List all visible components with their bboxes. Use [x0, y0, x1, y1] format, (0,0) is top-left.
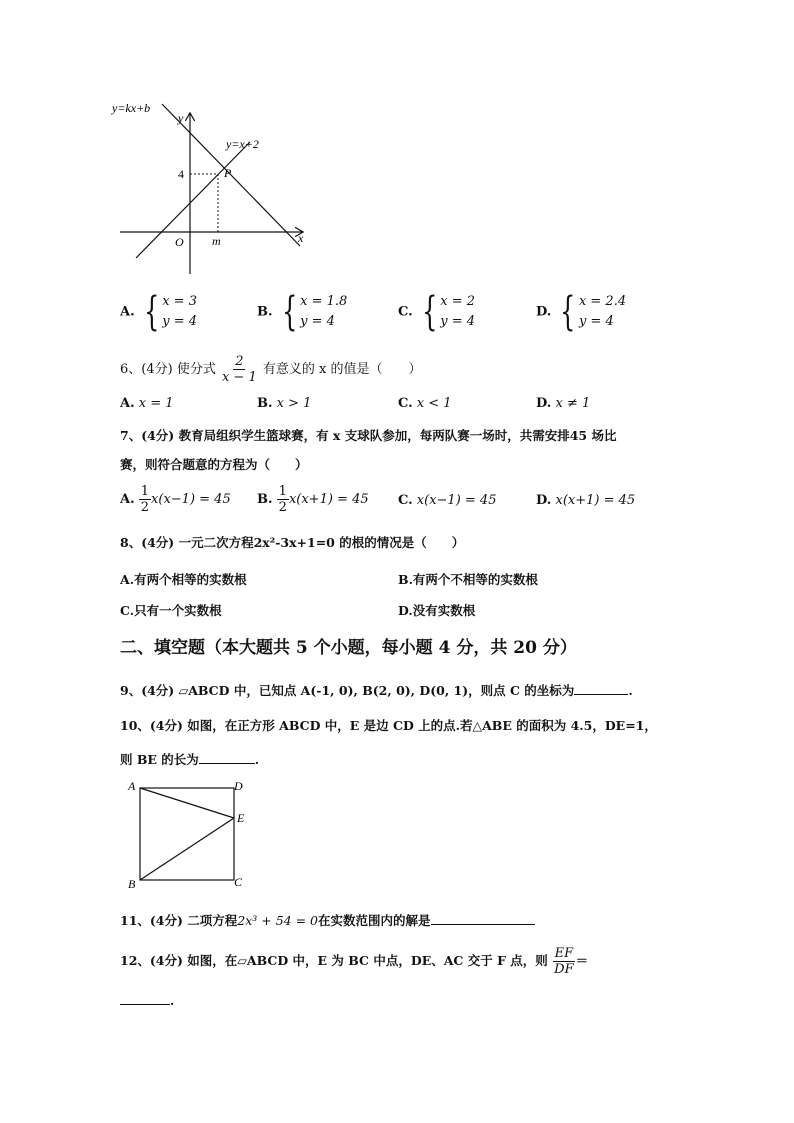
q7-option-d — [536, 492, 635, 510]
q11-prefix: 11、(4分) 二项方程 — [120, 913, 238, 928]
label-x-plus-2: y=x+2 — [226, 137, 259, 151]
square-outline — [140, 788, 234, 880]
q11-suffix: 在实数范围内的解是 — [318, 913, 431, 928]
half-fraction — [277, 484, 289, 515]
option-letter: A. — [120, 304, 135, 320]
option-letter: D. — [536, 396, 552, 411]
answer-blank[interactable] — [199, 749, 255, 764]
equation-system: { x = 2.4 y = 4 — [560, 289, 627, 335]
q5-option-c — [398, 289, 476, 335]
option-text: x(x−1) = 45 — [416, 493, 497, 508]
system-x: x = 3 — [162, 294, 197, 309]
q12-fraction — [552, 946, 575, 977]
vertex-c-label: C — [234, 875, 243, 889]
y-axis-label: y — [178, 111, 184, 125]
system-y: y = 4 — [300, 314, 335, 329]
option-letter: D. — [536, 304, 552, 320]
system-y: y = 4 — [578, 314, 614, 329]
section-heading: 二、填空题（本大题共 5 个小题，每小题 4 分，共 20 分） — [120, 638, 577, 658]
q10-stem-line2 — [120, 749, 259, 769]
vertex-a-label: A — [128, 779, 136, 793]
option-letter: B. — [257, 492, 273, 507]
option-letter: C. — [120, 603, 135, 618]
q12-prefix: 12、(4分) 如图，在▱ABCD 中，E 为 BC 中点，DE、AC 交于 F 点，则 — [120, 953, 548, 968]
q10-stem-line1: 10、(4分) 如图，在正方形 ABCD 中，E 是边 CD 上的点.若△ABE 的面积为 4.5，DE=1， — [120, 718, 657, 733]
equation-system: { x = 3 y = 4 — [143, 289, 197, 335]
option-text: x ≠ 1 — [555, 396, 591, 411]
fraction-denominator: 2 — [278, 500, 287, 515]
q7-option-b — [257, 484, 369, 515]
system-x: x = 1.8 — [300, 294, 348, 309]
option-text: 没有实数根 — [412, 603, 476, 618]
segment-be — [140, 818, 234, 880]
q8-stem: 8、(4分) 一元二次方程2x²-3x+1=0 的根的情况是（ ） — [120, 535, 465, 550]
q10-line2-text: 则 BE 的长为 — [120, 752, 199, 767]
option-letter: D. — [398, 603, 413, 618]
linear-functions-graph — [110, 98, 310, 278]
option-letter: A. — [120, 396, 135, 411]
q9-end: . — [628, 683, 633, 698]
segment-ae — [140, 788, 234, 818]
fraction-numerator: 1 — [140, 484, 150, 499]
option-letter: C. — [398, 304, 413, 320]
q11-equation: 2x³ + 54 = 0 — [237, 913, 318, 928]
option-letter: C. — [398, 396, 413, 411]
option-text: x < 1 — [416, 396, 452, 411]
fraction-denominator: x − 1 — [221, 370, 257, 385]
answer-blank[interactable] — [574, 680, 628, 695]
q6-option-a — [120, 395, 174, 413]
fraction-numerator: 2 — [235, 354, 244, 369]
q8-option-b — [398, 571, 538, 589]
fraction-numerator: EF — [554, 946, 574, 961]
system-x: x = 2 — [440, 294, 476, 309]
q6-option-d — [536, 395, 590, 413]
option-text: x(x−1) = 45 — [151, 492, 231, 507]
y-tick-label: 4 — [178, 167, 184, 181]
equation-system: { x = 1.8 y = 4 — [281, 289, 348, 335]
q5-option-d — [536, 289, 627, 335]
q6-suffix: 有意义的 x 的值是（ ） — [262, 362, 422, 377]
fraction-numerator: 1 — [278, 484, 287, 499]
q12-stem — [120, 946, 588, 977]
answer-blank[interactable] — [431, 910, 535, 925]
answer-blank[interactable] — [120, 990, 170, 1005]
fraction-denominator: 2 — [140, 500, 150, 515]
option-text: x > 1 — [276, 396, 312, 411]
option-letter: C. — [398, 493, 413, 508]
option-text: x(x+1) = 45 — [555, 493, 636, 508]
option-text: 只有一个实数根 — [134, 603, 222, 618]
q6-option-c — [398, 395, 452, 413]
option-text: x = 1 — [138, 396, 174, 411]
square-abcd-figure — [122, 776, 256, 892]
option-letter: B. — [257, 396, 273, 411]
vertex-b-label: B — [128, 877, 136, 891]
q9-stem — [120, 680, 633, 700]
q9-text: 9、(4分) ▱ABCD 中，已知点 A(-1, 0), B(2, 0), D(0, 1)，则点 C 的坐标为 — [120, 683, 575, 698]
label-kx-b: y=kx+b — [112, 101, 151, 115]
equation-system: { x = 2 y = 4 — [421, 289, 476, 335]
q10-end: . — [254, 752, 260, 767]
q7-stem-line1: 7、(4分) 教育局组织学生篮球赛，有 x 支球队参加，每两队赛一场时，共需安排45 场比 — [120, 428, 617, 443]
q6-fraction — [220, 354, 259, 385]
q8-option-c — [120, 602, 222, 620]
option-letter: B. — [257, 304, 273, 320]
q5-option-a — [120, 289, 197, 335]
q7-option-c — [398, 492, 496, 510]
option-text: 有两个相等的实数根 — [134, 572, 247, 587]
q8-option-a — [120, 571, 247, 589]
x-axis-label: x — [298, 231, 304, 245]
q6-prefix: 6、(4分) 使分式 — [120, 362, 216, 377]
point-p-label: P — [224, 166, 232, 180]
option-letter: D. — [536, 493, 552, 508]
q8-option-d — [398, 602, 475, 620]
q7-stem-line2: 赛，则符合题意的方程为（ ） — [120, 457, 308, 472]
system-y: y = 4 — [440, 314, 476, 329]
q6-option-b — [257, 395, 311, 413]
point-e-label: E — [237, 811, 245, 825]
option-letter: B. — [398, 572, 413, 587]
half-fraction — [139, 484, 151, 515]
q5-option-b — [257, 289, 348, 335]
q12-end: . — [170, 993, 175, 1008]
line-x-plus-2 — [136, 142, 250, 258]
option-letter: A. — [120, 572, 135, 587]
q6-stem — [120, 354, 421, 385]
q12-answer-line — [120, 990, 174, 1010]
system-x: x = 2.4 — [578, 294, 627, 309]
option-letter: A. — [120, 492, 135, 507]
q11-stem — [120, 910, 535, 930]
q12-equals: ＝ — [575, 953, 589, 968]
x-tick-label: m — [212, 234, 221, 248]
q7-option-a — [120, 484, 231, 515]
origin-label: O — [175, 235, 184, 249]
option-text: x(x+1) = 45 — [288, 492, 369, 507]
vertex-d-label: D — [234, 779, 243, 793]
system-y: y = 4 — [162, 314, 197, 329]
option-text: 有两个不相等的实数根 — [412, 572, 538, 587]
fraction-denominator: DF — [554, 962, 574, 977]
